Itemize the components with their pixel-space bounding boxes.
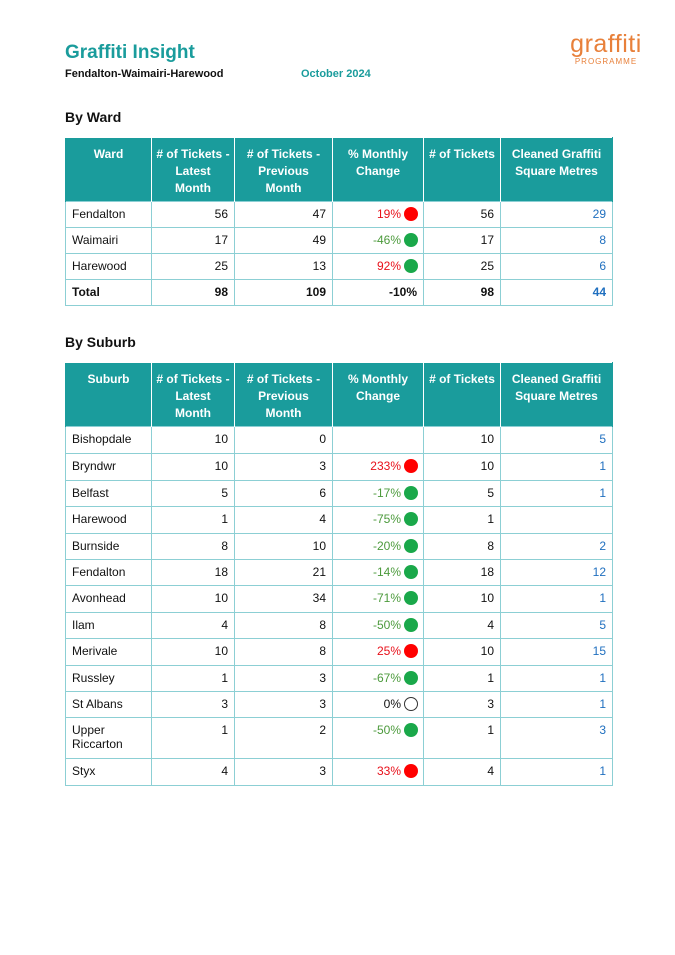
total-monthly-change: -10% [333, 280, 424, 306]
col-header-ward: Ward [66, 138, 152, 202]
monthly-change-value: 233% [370, 459, 401, 473]
tickets-previous: 10 [235, 534, 333, 560]
tickets-latest: 8 [152, 534, 235, 560]
logo-subtext: PROGRAMME [574, 57, 638, 66]
tickets-count: 10 [424, 454, 501, 481]
tickets-latest: 1 [152, 718, 235, 759]
col-header-tickets-previous: # of Tickets - Previous Month [235, 363, 333, 427]
cleaned-square-metres: 1 [501, 759, 613, 786]
monthly-change-value: -50% [372, 618, 401, 632]
row-name: Avonhead [66, 586, 152, 613]
tickets-latest: 10 [152, 427, 235, 454]
row-name: Russley [66, 666, 152, 692]
ward-table [65, 137, 613, 306]
row-name: Upper Riccarton [66, 718, 152, 759]
report-subtitle: Fendalton-Waimairi-Harewood [65, 68, 224, 80]
monthly-change [333, 666, 424, 692]
cleaned-square-metres: 1 [501, 666, 613, 692]
graffiti-programme-logo [560, 32, 652, 67]
tickets-count: 18 [424, 560, 501, 586]
tickets-count: 25 [424, 254, 501, 280]
col-header-tickets-latest: # of Tickets - Latest Month [152, 138, 235, 202]
cleaned-square-metres: 15 [501, 639, 613, 666]
green-status-dot-icon [404, 512, 418, 526]
green-status-dot-icon [404, 723, 418, 737]
table-total-row [66, 280, 613, 306]
green-status-dot-icon [404, 233, 418, 247]
tickets-count: 4 [424, 759, 501, 786]
suburb-table-header-row [66, 363, 613, 427]
row-name: Merivale [66, 639, 152, 666]
tickets-count: 8 [424, 534, 501, 560]
col-header-cleaned: Cleaned Graffiti Square Metres [501, 363, 613, 427]
tickets-previous: 21 [235, 560, 333, 586]
table-row [66, 586, 613, 613]
cleaned-square-metres: 1 [501, 481, 613, 507]
tickets-previous: 3 [235, 666, 333, 692]
monthly-change [333, 507, 424, 534]
table-row [66, 666, 613, 692]
table-row [66, 639, 613, 666]
monthly-change-value: -75% [372, 512, 401, 526]
tickets-count: 1 [424, 507, 501, 534]
monthly-change [333, 454, 424, 481]
tickets-latest: 1 [152, 507, 235, 534]
green-status-dot-icon [404, 565, 418, 579]
monthly-change-value: 33% [376, 764, 401, 778]
monthly-change [333, 228, 424, 254]
monthly-change-value: -71% [372, 591, 401, 605]
monthly-change [333, 202, 424, 228]
total-label: Total [66, 280, 152, 306]
green-status-dot-icon [404, 539, 418, 553]
report-title: Graffiti Insight [65, 42, 195, 63]
tickets-previous: 3 [235, 692, 333, 718]
table-row [66, 560, 613, 586]
row-name: Waimairi [66, 228, 152, 254]
row-name: Bishopdale [66, 427, 152, 454]
col-header-monthly-change: % Monthly Change [333, 363, 424, 427]
monthly-change [333, 560, 424, 586]
tickets-previous: 0 [235, 427, 333, 454]
monthly-change-value: -50% [372, 723, 401, 737]
table-row [66, 228, 613, 254]
row-name: Styx [66, 759, 152, 786]
logo-wordmark: graffiti [570, 30, 642, 58]
cleaned-square-metres [501, 507, 613, 534]
monthly-change [333, 759, 424, 786]
table-row [66, 481, 613, 507]
table-row [66, 202, 613, 228]
tickets-latest: 18 [152, 560, 235, 586]
tickets-previous: 3 [235, 759, 333, 786]
monthly-change [333, 639, 424, 666]
table-row [66, 254, 613, 280]
row-name: Harewood [66, 507, 152, 534]
tickets-count: 10 [424, 427, 501, 454]
tickets-latest: 3 [152, 692, 235, 718]
tickets-previous: 8 [235, 639, 333, 666]
tickets-latest: 4 [152, 759, 235, 786]
report-date: October 2024 [301, 68, 371, 80]
cleaned-square-metres: 2 [501, 534, 613, 560]
suburb-table [65, 362, 613, 786]
green-status-dot-icon [404, 671, 418, 685]
tickets-latest: 56 [152, 202, 235, 228]
red-status-dot-icon [404, 459, 418, 473]
monthly-change-value: -14% [372, 565, 401, 579]
monthly-change-value: 25% [376, 644, 401, 658]
row-name: St Albans [66, 692, 152, 718]
tickets-latest: 10 [152, 639, 235, 666]
tickets-count: 17 [424, 228, 501, 254]
tickets-previous: 49 [235, 228, 333, 254]
tickets-latest: 10 [152, 454, 235, 481]
cleaned-square-metres: 1 [501, 454, 613, 481]
monthly-change [333, 427, 424, 454]
tickets-previous: 13 [235, 254, 333, 280]
table-row [66, 534, 613, 560]
tickets-latest: 17 [152, 228, 235, 254]
col-header-tickets-previous: # of Tickets - Previous Month [235, 138, 333, 202]
monthly-change-value: -67% [372, 671, 401, 685]
ward-table-header-row [66, 138, 613, 202]
col-header-cleaned: Cleaned Graffiti Square Metres [501, 138, 613, 202]
col-header-monthly-change: % Monthly Change [333, 138, 424, 202]
total-tickets: 98 [424, 280, 501, 306]
tickets-latest: 10 [152, 586, 235, 613]
red-status-dot-icon [404, 644, 418, 658]
col-header-tickets: # of Tickets [424, 363, 501, 427]
monthly-change [333, 254, 424, 280]
row-name: Fendalton [66, 202, 152, 228]
monthly-change-value: 19% [376, 207, 401, 221]
table-row [66, 454, 613, 481]
monthly-change-value: -17% [372, 486, 401, 500]
tickets-previous: 47 [235, 202, 333, 228]
tickets-count: 5 [424, 481, 501, 507]
total-tickets-latest: 98 [152, 280, 235, 306]
total-tickets-previous: 109 [235, 280, 333, 306]
cleaned-square-metres: 3 [501, 718, 613, 759]
tickets-previous: 2 [235, 718, 333, 759]
monthly-change [333, 534, 424, 560]
tickets-count: 1 [424, 666, 501, 692]
green-status-dot-icon [404, 259, 418, 273]
red-status-dot-icon [404, 764, 418, 778]
tickets-count: 4 [424, 613, 501, 639]
monthly-change-value: 92% [376, 259, 401, 273]
red-status-dot-icon [404, 207, 418, 221]
green-status-dot-icon [404, 486, 418, 500]
tickets-previous: 34 [235, 586, 333, 613]
monthly-change [333, 481, 424, 507]
tickets-latest: 25 [152, 254, 235, 280]
row-name: Belfast [66, 481, 152, 507]
col-header-suburb: Suburb [66, 363, 152, 427]
cleaned-square-metres: 5 [501, 427, 613, 454]
row-name: Bryndwr [66, 454, 152, 481]
monthly-change-value: -20% [372, 539, 401, 553]
table-row [66, 692, 613, 718]
row-name: Fendalton [66, 560, 152, 586]
col-header-tickets-latest: # of Tickets - Latest Month [152, 363, 235, 427]
row-name: Ilam [66, 613, 152, 639]
row-name: Harewood [66, 254, 152, 280]
ward-section-heading: By Ward [65, 109, 122, 125]
row-name: Burnside [66, 534, 152, 560]
cleaned-square-metres: 8 [501, 228, 613, 254]
cleaned-square-metres: 1 [501, 692, 613, 718]
monthly-change [333, 613, 424, 639]
neutral-status-dot-icon [404, 697, 418, 711]
cleaned-square-metres: 29 [501, 202, 613, 228]
table-row [66, 759, 613, 786]
tickets-previous: 8 [235, 613, 333, 639]
tickets-count: 56 [424, 202, 501, 228]
cleaned-square-metres: 5 [501, 613, 613, 639]
monthly-change [333, 586, 424, 613]
monthly-change [333, 692, 424, 718]
tickets-count: 1 [424, 718, 501, 759]
total-cleaned: 44 [501, 280, 613, 306]
table-row [66, 427, 613, 454]
monthly-change-value: 0% [383, 697, 401, 711]
green-status-dot-icon [404, 591, 418, 605]
monthly-change [333, 718, 424, 759]
green-status-dot-icon [404, 618, 418, 632]
cleaned-square-metres: 6 [501, 254, 613, 280]
tickets-previous: 6 [235, 481, 333, 507]
tickets-count: 3 [424, 692, 501, 718]
tickets-count: 10 [424, 586, 501, 613]
tickets-latest: 4 [152, 613, 235, 639]
tickets-latest: 1 [152, 666, 235, 692]
col-header-tickets: # of Tickets [424, 138, 501, 202]
cleaned-square-metres: 1 [501, 586, 613, 613]
table-row [66, 718, 613, 759]
table-row [66, 613, 613, 639]
suburb-section-heading: By Suburb [65, 334, 136, 350]
tickets-count: 10 [424, 639, 501, 666]
cleaned-square-metres: 12 [501, 560, 613, 586]
tickets-previous: 3 [235, 454, 333, 481]
table-row [66, 507, 613, 534]
tickets-previous: 4 [235, 507, 333, 534]
monthly-change-value: -46% [372, 233, 401, 247]
tickets-latest: 5 [152, 481, 235, 507]
